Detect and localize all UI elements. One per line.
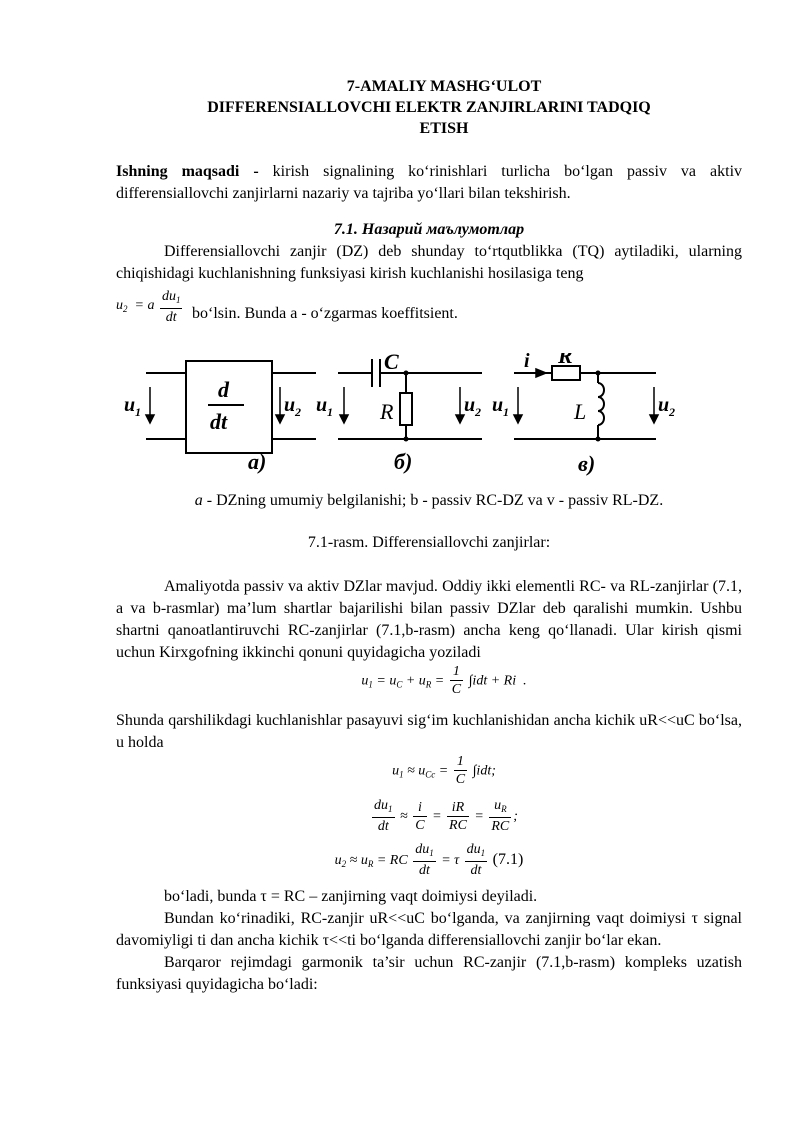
intro-tail: bo‘lsin. Bunda a - o‘zgarmas koeffitsient. — [192, 305, 458, 322]
label-u2-c-sub: 2 — [669, 405, 675, 419]
label-i: i — [524, 353, 530, 372]
intro-formula-line — [116, 285, 742, 329]
goal-label: Ishning maqsadi - — [116, 163, 259, 180]
goal-paragraph — [116, 161, 742, 205]
title-line-3: ETISH — [419, 120, 469, 137]
label-u2-a-sub: 2 — [295, 405, 301, 419]
label-u2-b: u — [464, 394, 476, 416]
paragraph-5: Bundan ko‘rinadiki, RC-zanjir uR<<uC bo‘lganda, va zanjirning vaqt doimiysi τ signal davomiyligi ti dan ancha kichik τ<<ti bo‘lganda differensiallovchi zanjir bo‘lar ekan. — [116, 910, 742, 949]
page-title — [116, 76, 742, 139]
label-R-b: R — [380, 399, 394, 424]
equation-7-1: $u_2 \approx u_R$ = RC $\frac{du_1}{dt}$ = τ $\frac{du_1}{dt}$ (7.1) — [334, 842, 524, 878]
equation-approx-2: $\frac{du_1}{dt}$ ≈ $\frac{i}{C}$ = $\frac{iR}{RC}$ = $\frac{u_R}{RC}$ ; — [374, 798, 518, 834]
label-u2-b-sub: 2 — [475, 405, 481, 419]
caption-text: - DZning umumiy belgilanishi; b - passiv RC-DZ va v - passiv RL-DZ. — [202, 492, 664, 509]
paragraph-3: Shunda qarshilikdagi kuchlanishlar pasayuvi sig‘im kuchlanishidan ancha kichik uR<<uC bo‘lsa, u holda — [116, 712, 742, 751]
label-a: a) — [248, 449, 267, 474]
label-u1-c-sub: 1 — [503, 405, 509, 419]
figure-title: 7.1-rasm. Differensiallovchi zanjirlar: — [307, 534, 551, 551]
page-content — [116, 76, 742, 996]
figure-caption — [116, 490, 742, 512]
box-denominator: dt — [210, 409, 228, 434]
circuit-diagrams — [116, 353, 742, 477]
paragraph-4: bo‘ladi, bunda τ = RC – zanjirning vaqt doimiysi deyiladi. — [164, 888, 538, 905]
label-u1-b: u — [316, 394, 328, 416]
equation-approx-1: $u_1 \approx u_{Cc}$ = $\frac{1}{C}$ ∫idt; — [392, 754, 496, 787]
goal-text: kirish signalining ko‘rinishlari turlicha bo‘lgan passiv va aktiv differensiallovchi zanjirlarni nazariy va tajriba yo‘llari bilan tekshirish. — [116, 163, 743, 202]
label-u1-c: u — [492, 394, 504, 416]
title-line-2: DIFFERENSIALLOVCHI ELEKTR ZANJIRLARINI TADQIQ — [207, 99, 651, 116]
intro-paragraph: Differensiallovchi zanjir (DZ) deb shunday to‘rtqutblikka (TQ) aytiladiki, ularning chiqishidagi kuchlanishning funksiyasi kirish kuchlanishi hosilasiga teng — [116, 243, 742, 282]
paragraph-6: Barqaror rejimdagi garmonik ta’sir uchun RC-zanjir (7.1,b-rasm) kompleks uzatish funksiyasi quyidagicha bo‘ladi: — [116, 954, 742, 993]
label-v: в) — [578, 451, 596, 476]
box-numerator: d — [218, 377, 229, 402]
label-b: б) — [394, 449, 413, 474]
paragraph-2: Amaliyotda passiv va aktiv DZlar mavjud. Oddiy ikki elementli RC- va RL-zanjirlar (7.1, a va b-rasmlar) ma’lum shartlar bajarilishi bilan passiv DZlar deb qaralishi mumkin. Ushbu shartni qanoatlantiruvchi RC-zanjirlar (7.1,b-rasm) ancha keng qo‘llanadi. Ular kirish qismi uchun Kirxgofning ikkinchi qonuni quyidagicha yoziladi — [116, 578, 742, 661]
kirchhoff-equation: $u_1 = u_C + u_R$ = $\frac{1}{C}$ ∫idt + Ri . — [361, 664, 527, 697]
label-R-c: R — [558, 353, 573, 368]
label-u2-c: u — [658, 394, 670, 416]
section-heading: 7.1. Назарий маълумотлар — [333, 221, 525, 238]
label-u2-a: u — [284, 394, 296, 416]
caption-italic: a — [194, 492, 203, 509]
label-C: C — [384, 353, 399, 374]
label-u1-a-sub: 1 — [135, 405, 141, 419]
label-L: L — [574, 399, 587, 424]
definition-formula: $u_2 = a$ $\frac{du_1}{dt}$ — [116, 289, 181, 325]
figure-7-1 — [116, 353, 742, 484]
title-line-1: 7-AMALIY MASHG‘ULOT — [346, 78, 542, 95]
label-u1-a: u — [124, 394, 136, 416]
label-u1-b-sub: 1 — [327, 405, 333, 419]
equation-number: (7.1) — [492, 851, 524, 869]
